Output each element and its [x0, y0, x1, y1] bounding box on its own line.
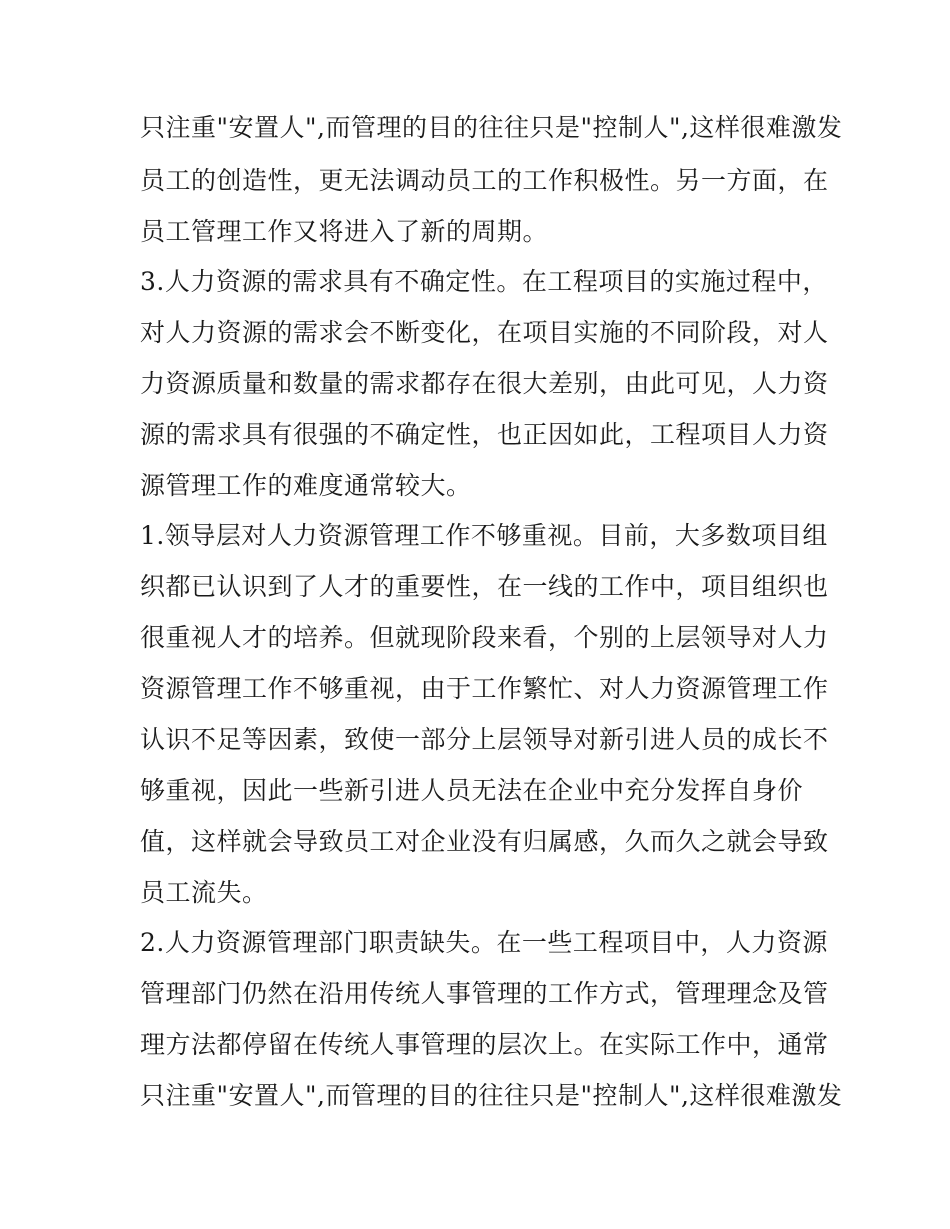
text-line: 认识不足等因素，致使一部分上层领导对新引进人员的成长不	[140, 725, 829, 754]
text-line: 只注重"安置人",而管理的目的往往只是"控制人",这样很难激发	[140, 1081, 843, 1110]
text-line: 对人力资源的需求会不断变化，在项目实施的不同阶段，对人	[140, 318, 829, 347]
text-line: 2.人力资源管理部门职责缺失。在一些工程项目中，人力资源	[140, 928, 828, 957]
text-line: 源的需求具有很强的不确定性，也正因如此，工程项目人力资	[140, 420, 829, 449]
text-line: 员工的创造性，更无法调动员工的工作积极性。另一方面，在	[140, 166, 829, 195]
text-line: 员工管理工作又将进入了新的周期。	[140, 217, 549, 246]
text-line: 理方法都停留在传统人事管理的层次上。在实际工作中，通常	[140, 1030, 829, 1059]
text-line: 员工流失。	[140, 878, 268, 907]
text-line: 3.人力资源的需求具有不确定性。在工程项目的实施过程中，	[140, 267, 828, 296]
text-line: 管理部门仍然在沿用传统人事管理的工作方式，管理理念及管	[140, 979, 829, 1008]
text-line: 只注重"安置人",而管理的目的往往只是"控制人",这样很难激发	[140, 113, 843, 142]
text-line: 织都已认识到了人才的重要性，在一线的工作中，项目组织也	[140, 572, 829, 601]
text-line: 够重视，因此一些新引进人员无法在企业中充分发挥自身价	[140, 776, 804, 805]
text-line: 1.领导层对人力资源管理工作不够重视。目前，大多数项目组	[140, 521, 828, 550]
text-line: 值，这样就会导致员工对企业没有归属感，久而久之就会导致	[140, 827, 829, 856]
text-line: 资源管理工作不够重视，由于工作繁忙、对人力资源管理工作	[140, 674, 829, 703]
text-line: 力资源质量和数量的需求都存在很大差别，由此可见，人力资	[140, 369, 829, 398]
text-line: 源管理工作的难度通常较大。	[140, 471, 472, 500]
text-line: 很重视人才的培养。但就现阶段来看，个别的上层领导对人力	[140, 623, 829, 652]
